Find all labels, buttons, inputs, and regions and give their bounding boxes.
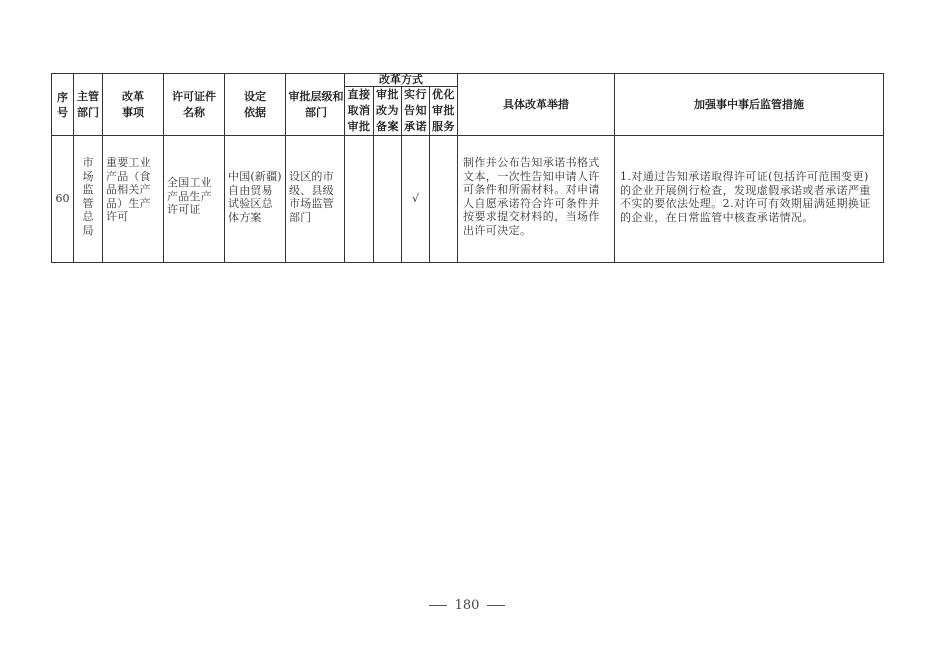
header-level: 审批层级和部门	[286, 74, 345, 136]
cell-method-cancel	[345, 136, 374, 263]
cell-measures: 制作并公布告知承诺书格式文本，一次性告知申请人许可条件和所需材料。对申请人自愿承诺符合许可条件并按要求提交材料的，当场作出许可决定。	[458, 136, 615, 263]
cell-method-notify: √	[402, 136, 430, 263]
cell-level: 设区的市级、县级市场监管部门	[286, 136, 345, 263]
cell-item: 重要工业产品（食品相关产品）生产许可	[103, 136, 164, 263]
cell-license: 全国工业产品生产许可证	[164, 136, 225, 263]
reform-table	[51, 73, 884, 263]
header-method-record: 审批改为备案	[374, 87, 402, 136]
header-measures: 具体改革举措	[458, 74, 615, 136]
cell-supervision: 1.对通过告知承诺取得许可证(包括许可范围变更)的企业开展例行检查，发现虚假承诺或者承诺严重不实的要依法处理。2.对许可有效期届满延期换证的企业，在日常监管中核查承诺情况。	[615, 136, 884, 263]
header-basis: 设定依据	[225, 74, 286, 136]
footer-dash-right	[487, 605, 505, 606]
cell-method-record	[374, 136, 402, 263]
cell-seq: 60	[52, 136, 74, 263]
header-methods-group: 改革方式	[345, 74, 458, 87]
table-row	[52, 136, 884, 263]
header-method-optimize: 优化审批服务	[430, 87, 458, 136]
page-number: 180	[454, 598, 480, 613]
header-supervision: 加强事中事后监管措施	[615, 74, 884, 136]
header-method-notify: 实行告知承诺	[402, 87, 430, 136]
cell-basis: 中国(新疆)自由贸易试验区总体方案	[225, 136, 286, 263]
header-item: 改革事项	[103, 74, 164, 136]
cell-dept: 市场监管总局	[74, 136, 103, 263]
header-method-cancel: 直接取消审批	[345, 87, 374, 136]
header-dept: 主管部门	[74, 74, 103, 136]
page-footer	[0, 598, 934, 613]
header-license: 许可证件名称	[164, 74, 225, 136]
cell-method-optimize	[430, 136, 458, 263]
footer-dash-left	[429, 605, 447, 606]
header-seq: 序号	[52, 74, 74, 136]
